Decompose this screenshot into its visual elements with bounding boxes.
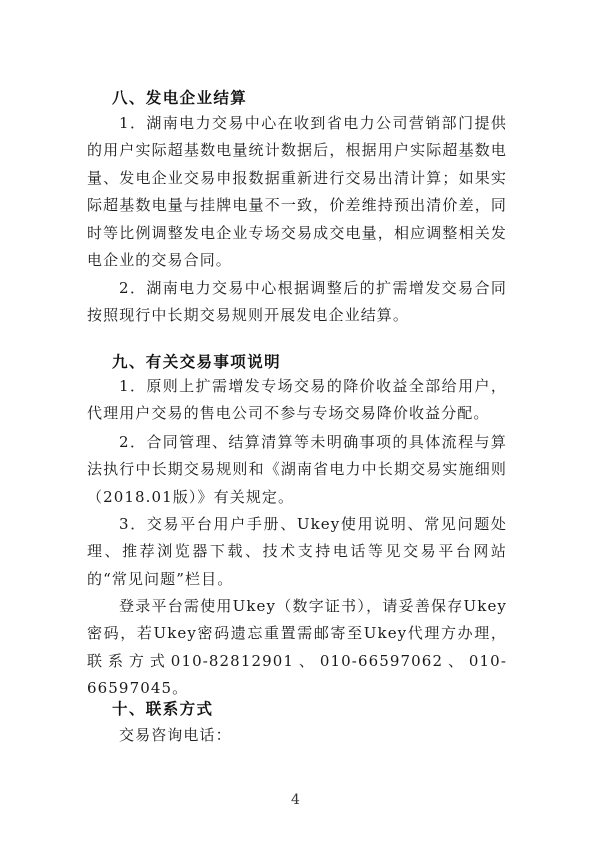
paragraph-notes-3: 3．交易平台用户手册、Ukey使用说明、常见问题处理、推荐浏览器下载、技术支持电话等见交易平台网站的“常见问题”栏目。 bbox=[87, 515, 507, 588]
paragraph-notes-1: 1．原则上扩需增发专场交易的降价收益全部给用户，代理用户交易的售电公司不参与专场交易降价收益分配。 bbox=[87, 377, 507, 423]
section-heading-settlement: 八、发电企业结算 bbox=[112, 89, 248, 107]
paragraph-notes-ukey: 登录平台需使用Ukey（数字证书），请妥善保存Ukey密码，若Ukey密码遗忘重置需邮寄至Ukey代理方办理，联系方式010-82812901、010-66597062、010-66597045。 bbox=[87, 597, 507, 698]
section-heading-contact: 十、联系方式 bbox=[112, 700, 214, 718]
paragraph-notes-2: 2．合同管理、结算清算等未明确事项的具体流程与算法执行中长期交易规则和《湖南省电力中长期交易实施细则（2018.01版）》有关规定。 bbox=[87, 433, 507, 506]
section-heading-trading-notes: 九、有关交易事项说明 bbox=[112, 353, 282, 371]
paragraph-settlement-2: 2．湖南电力交易中心根据调整后的扩需增发交易合同按照现行中长期交易规则开展发电企业结算。 bbox=[87, 279, 507, 325]
paragraph-settlement-1: 1．湖南电力交易中心在收到省电力公司营销部门提供的用户实际超基数电量统计数据后，根据用户实际超基数电量、发电企业交易申报数据重新进行交易出清计算；如果实际超基数电量与挂牌电量不一致，价差维持预出清价差，同时等比例调整发电企业专场交易成交电量，相应调整相关发电企业的交易合同。 bbox=[87, 114, 507, 270]
page-number: 4 bbox=[291, 792, 300, 808]
contact-phone-label: 交易咨询电话： bbox=[119, 726, 232, 744]
